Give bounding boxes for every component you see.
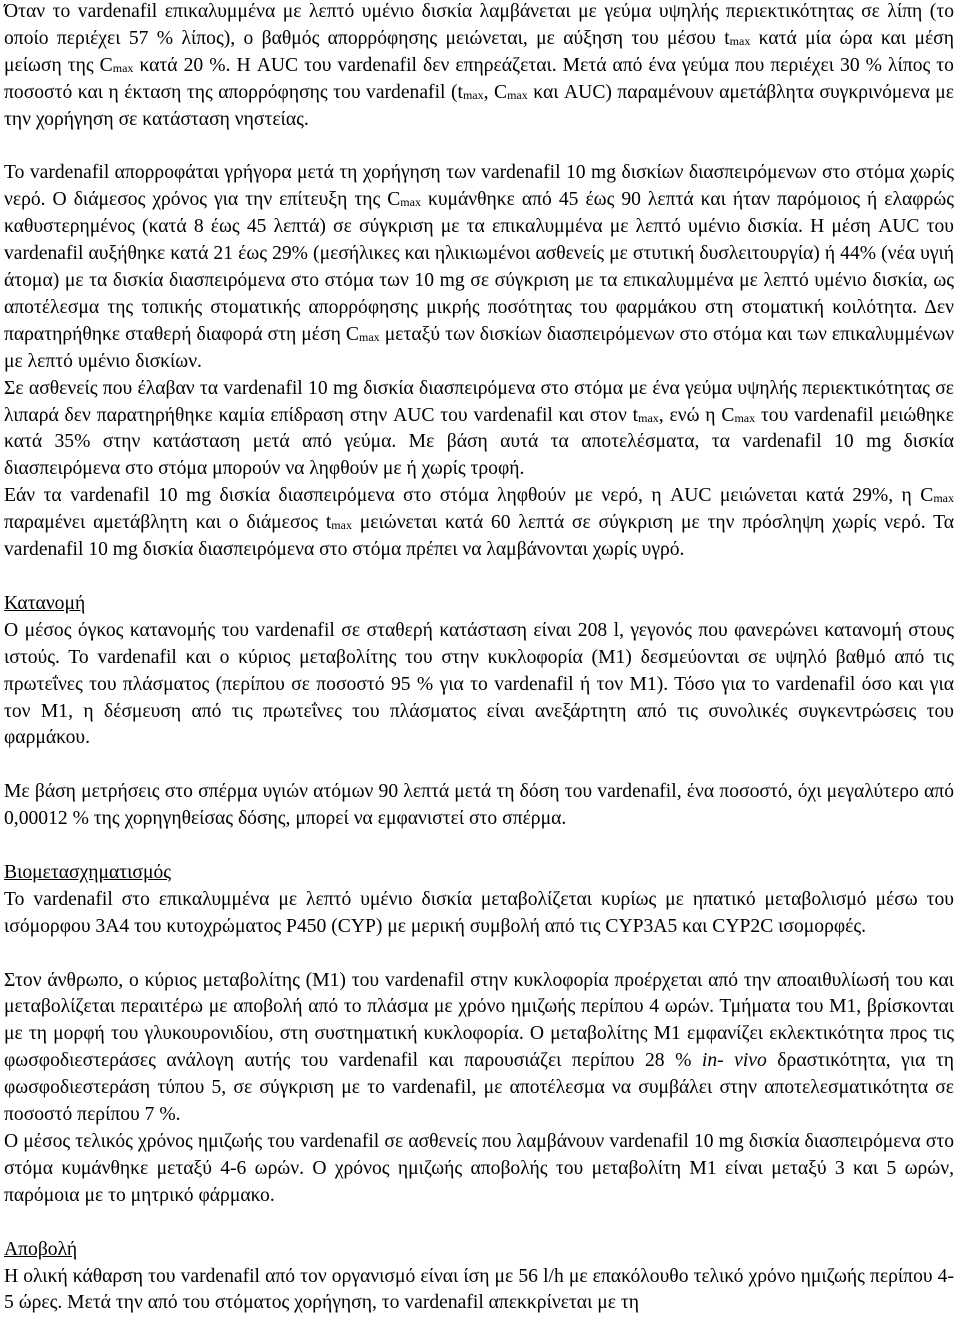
section-heading-elimination: Αποβολή: [4, 1238, 78, 1260]
text-run: κατά 20 %. Η AUC του vardenafil δεν επηρεάζεται. Μετά από ένα γεύμα που περιέχει 30 % λίπος το ποσοστό και η έκταση της απορρόφησης του vardenafil (t: [4, 54, 954, 103]
text-run: και AUC) παραμένουν αμετάβλητα συγκρινόμενα με την χορήγηση σε κατάσταση νηστείας.: [4, 81, 954, 130]
text-run: του vardenafil μειώθηκε κατά 35% στην κατάσταση μετά από γεύμα. Με βάση αυτά τα αποτελέσματα, τα vardenafil 10 mg δισκία διασπειρόμενα στο στόμα μπορούν να ληφθούν με ή χωρίς τροφή.: [4, 404, 954, 480]
text-run: παραμένει αμετάβλητη και ο διάμεσος t: [4, 512, 332, 534]
paragraph-spacer: [4, 833, 954, 860]
document-page: [4, 0, 954, 1317]
subscript-max: max: [358, 329, 380, 344]
absorption-paragraph-water: [4, 483, 954, 564]
subscript-max: max: [112, 60, 134, 75]
subscript-max: max: [638, 410, 659, 425]
section-heading-metabolism: Βιομετασχηματισμός: [4, 861, 172, 883]
paragraph-spacer: [4, 134, 954, 161]
metabolism-paragraph-2: [4, 968, 954, 1129]
subscript-max: max: [933, 491, 954, 506]
text-run: Στον άνθρωπο, ο κύριος μεταβολίτης (M1) του vardenafil στην κυκλοφορία προέρχεται από την αποαιθυλίωσή του και μεταβολίζεται περαιτέρω με αποβολή από το πλάσμα με χρόνο ημιζωής περίπου 4 ωρών. Τμήματα του M1, βρίσκονται με τη μορφή του γλυκουρονιδίου, στη συστηματική κυκλοφορία. Ο μεταβολίτης M1 εμφανίζει εκλεκτικότητα προς τις φωσφοδιεστεράσες ανάλογη αυτής του vardenafil και παρουσιάζει περίπου 28 %: [4, 969, 954, 1072]
text-run: δραστικότητα, για τη φωσφοδιεστεράση τύπου 5, σε σύγκριση με το vardenafil, με αποτέλεσμα να συμβάλει στην αποτελεσματικότητα σε ποσοστό περίπου 7 %.: [4, 1050, 954, 1126]
text-run: , ενώ η C: [658, 404, 735, 426]
text-run: κυμάνθηκε από 45 έως 90 λεπτά και ήταν παρόμοιος ή ελαφρώς καθυστερημένος (κατά 8 έως 45 λεπτά) σε σύγκριση με τα επικαλυμμένα με λεπτό υμένιο δισκία. Η μέση AUC του vardenafil αυξήθηκε κατά 21 έως 29% (μεσήλικες και ηλικιωμένοι ασθενείς με στυτική δυσλειτουργία) ή 44% (νέα υγιή άτομα) με τα δισκία διασπειρόμενα στο στόμα των 10 mg σε σύγκριση με τα επικαλυμμένα με λεπτό υμένιο δισκία, ως αποτέλεσμα της τοπικής στοματικής απορρόφησης μικρής ποσότητας του φαρμάκου στη στοματική κοιλότητα. Δεν παρατηρήθηκε σταθερή διαφορά στη μέση C: [4, 189, 954, 345]
text-run: Εάν τα vardenafil 10 mg δισκία διασπειρόμενα στο στόμα ληφθούν με νερό, η AUC μειώνεται κατά 29%, η C: [4, 485, 934, 507]
absorption-paragraph-food: [4, 0, 954, 134]
italic-in-vivo: in- vivo: [701, 1050, 767, 1072]
text-run: μειώνεται κατά 60 λεπτά σε σύγκριση με την πρόσληψη χωρίς νερό. Τα vardenafil 10 mg δισκία διασπειρόμενα στο στόμα πρέπει να λαμβάνονται χωρίς υγρό.: [4, 512, 954, 561]
paragraph-spacer: [4, 941, 954, 968]
subscript-max: max: [400, 195, 421, 210]
subscript-max: max: [729, 33, 751, 48]
absorption-paragraph-odt: [4, 160, 954, 375]
absorption-paragraph-high-fat: [4, 376, 954, 484]
elimination-paragraph-1: Η ολική κάθαρση του vardenafil από τον οργανισμό είναι ίση με 56 l/h με επακόλουθο τελικό χρόνο ημιζωής περίπου 4-5 ώρες. Μετά την από του στόματος χορήγηση, το vardenafil απεκκρίνεται με τη: [4, 1265, 954, 1314]
paragraph-spacer: [4, 564, 954, 591]
paragraph-spacer: [4, 1210, 954, 1237]
subscript-max: max: [462, 87, 484, 102]
subscript-max: max: [507, 87, 528, 102]
metabolism-paragraph-3: Ο μέσος τελικός χρόνος ημιζωής του vardenafil σε ασθενείς που λαμβάνουν vardenafil 10 mg δισκία διασπειρόμενα στο στόμα κυμάνθηκε μεταξύ 4-6 ωρών. Ο χρόνος ημιζωής αποβολής του μεταβολίτη M1 είναι μεταξύ 3 και 5 ωρών, παρόμοια με το μητρικό φάρμακο.: [4, 1130, 954, 1206]
text-run: μεταξύ των δισκίων διασπειρόμενων στο στόμα και των επικαλυμμένων με λεπτό υμένιο δισκίων.: [4, 323, 954, 372]
section-heading-distribution: Κατανομή: [4, 592, 86, 614]
text-run: Όταν το vardenafil επικαλυμμένα με λεπτό υμένιο δισκία λαμβάνεται με γεύμα υψηλής περιεκτικότητας σε λίπη (το οποίο περιέχει 57 % λίπος), ο βαθμός απορρόφησης μειώνεται, με αύξηση του μέσου t: [4, 1, 954, 49]
text-run: Σε ασθενείς που έλαβαν τα vardenafil 10 mg δισκία διασπειρόμενα στο στόμα με ένα γεύμα υψηλής περιεκτικότητας σε λιπαρά δεν παρατηρήθηκε καμία επίδραση στην AUC του vardenafil και στον t: [4, 377, 954, 426]
metabolism-paragraph-1: Το vardenafil στο επικαλυμμένα με λεπτό υμένιο δισκία μεταβολίζεται κυρίως με ηπατικό μεταβολισμό μέσω του ισόμορφου 3A4 του κυτοχρώματος P450 (CYP) με μερική συμβολή από τις CYP3A5 και CYP2C ισομορφές.: [4, 888, 954, 937]
text-run: κατά μία ώρα και μέση μείωση της C: [4, 27, 954, 76]
distribution-paragraph-2: Με βάση μετρήσεις στο σπέρμα υγιών ατόμων 90 λεπτά μετά τη δόση του vardenafil, ένα ποσοστό, όχι μεγαλύτερο από 0,00012 % της χορηγηθείσας δόσης, μπορεί να εμφανιστεί στο σπέρμα.: [4, 781, 954, 830]
distribution-paragraph-1: Ο μέσος όγκος κατανομής του vardenafil σε σταθερή κατάσταση είναι 208 l, γεγονός που φανερώνει κατανομή στους ιστούς. Το vardenafil και ο κύριος μεταβολίτης του στην κυκλοφορία (M1) δεσμεύονται σε υψηλό βαθμό από τις πρωτεΐνες του πλάσματος (περίπου σε ποσοστό 95 % για το vardenafil ή τον M1). Τόσο για το vardenafil όσο και για τον M1, η δέσμευση από τις πρωτεΐνες του πλάσματος είναι ανεξάρτητη από τις συνολικές συγκεντρώσεις του φαρμάκου.: [4, 619, 954, 749]
subscript-max: max: [331, 518, 352, 533]
subscript-max: max: [734, 410, 756, 425]
text-run: Το vardenafil απορροφάται γρήγορα μετά τη χορήγηση των vardenafil 10 mg δισκίων διασπειρόμενων στο στόμα χωρίς νερό. Ο διάμεσος χρόνος για την επίτευξη της C: [4, 162, 954, 211]
text-run: , C: [483, 81, 508, 103]
paragraph-spacer: [4, 752, 954, 779]
